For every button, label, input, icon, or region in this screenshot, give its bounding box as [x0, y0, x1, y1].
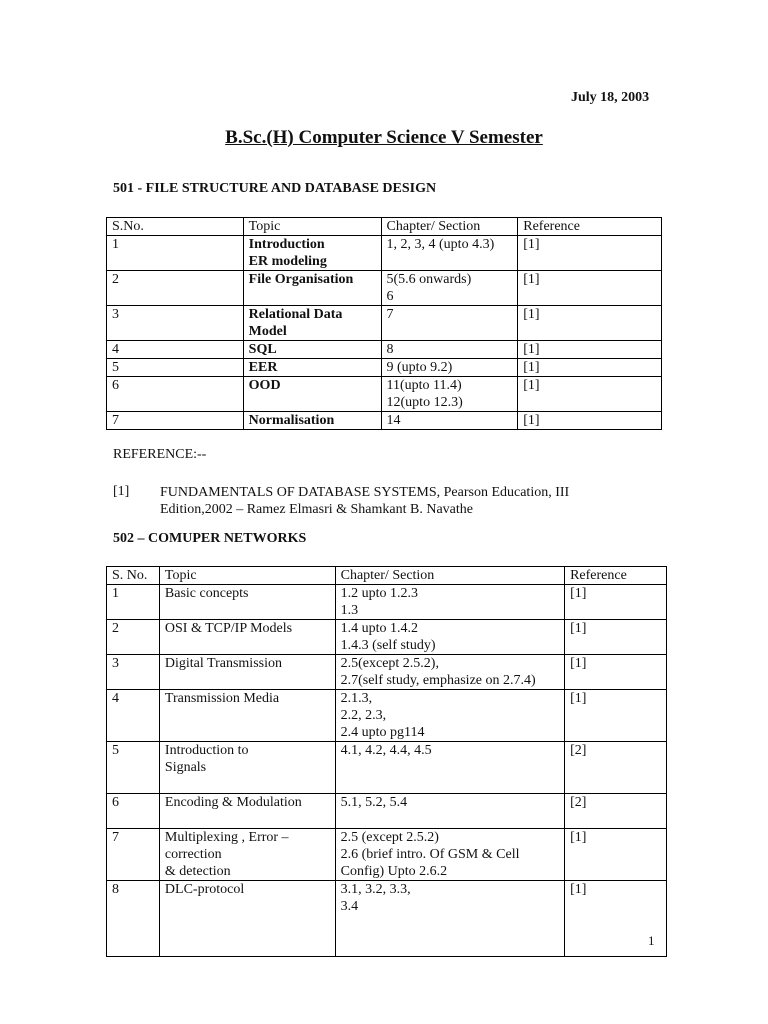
section-heading-502: 502 – COMUPER NETWORKS: [113, 531, 307, 546]
row-chapter: 1, 2, 3, 4 (upto 4.3): [381, 236, 518, 271]
row-topic: DLC-protocol: [159, 881, 335, 957]
row-sno: 1: [107, 585, 160, 620]
row-topic: OOD: [243, 377, 381, 412]
row-chapter: 7: [381, 306, 518, 341]
row-sno: 5: [107, 359, 244, 377]
row-topic: Transmission Media: [159, 690, 335, 742]
row-chapter: 5(5.6 onwards) 6: [381, 271, 518, 306]
row-sno: 7: [107, 829, 160, 881]
row-sno: 8: [107, 881, 160, 957]
table-row: [107, 341, 662, 359]
row-chapter: 11(upto 11.4) 12(upto 12.3): [381, 377, 518, 412]
row-topic: OSI & TCP/IP Models: [159, 620, 335, 655]
row-topic: EER: [243, 359, 381, 377]
row-topic: Introduction ER modeling: [243, 236, 381, 271]
course-501-table: [106, 217, 662, 430]
table-row: [107, 412, 662, 430]
reference-tag: [1]: [113, 484, 130, 499]
row-reference: [1]: [518, 306, 662, 341]
document-date: July 18, 2003: [571, 90, 650, 105]
table-row: [107, 620, 667, 655]
row-chapter: 4.1, 4.2, 4.4, 4.5: [335, 742, 564, 794]
row-chapter: 5.1, 5.2, 5.4: [335, 794, 564, 829]
table-header-row: [107, 567, 667, 585]
table-row: [107, 377, 662, 412]
header-topic: Topic: [243, 218, 381, 236]
row-chapter: 2.1.3, 2.2, 2.3, 2.4 upto pg114: [335, 690, 564, 742]
table-row: [107, 271, 662, 306]
table-row: [107, 829, 667, 881]
reference-text: FUNDAMENTALS OF DATABASE SYSTEMS, Pearson Education, III Edition,2002 – Ramez Elmasri & Shamkant B. Navathe: [160, 485, 570, 517]
course-502-table: [106, 566, 667, 957]
row-reference: [2]: [565, 794, 667, 829]
row-topic: Basic concepts: [159, 585, 335, 620]
row-sno: 1: [107, 236, 244, 271]
table-row: [107, 742, 667, 794]
row-reference: [1]: [518, 271, 662, 306]
row-chapter: 2.5(except 2.5.2), 2.7(self study, emphasize on 2.7.4): [335, 655, 564, 690]
table-row: [107, 306, 662, 341]
row-reference: [1]: [565, 585, 667, 620]
row-topic: Introduction to Signals: [159, 742, 335, 794]
row-reference: [1]: [565, 881, 667, 957]
row-reference: [1]: [518, 341, 662, 359]
header-topic: Topic: [159, 567, 335, 585]
row-sno: 3: [107, 306, 244, 341]
row-sno: 2: [107, 620, 160, 655]
section-heading-501: 501 - FILE STRUCTURE AND DATABASE DESIGN: [113, 181, 437, 196]
row-sno: 5: [107, 742, 160, 794]
table-row: [107, 655, 667, 690]
row-topic: Encoding & Modulation: [159, 794, 335, 829]
row-reference: [1]: [565, 690, 667, 742]
row-sno: 7: [107, 412, 244, 430]
row-sno: 4: [107, 341, 244, 359]
table-row: [107, 794, 667, 829]
header-sno: S. No.: [107, 567, 160, 585]
row-reference: [1]: [518, 377, 662, 412]
table-row: [107, 585, 667, 620]
row-reference: [1]: [518, 236, 662, 271]
header-chapter: Chapter/ Section: [381, 218, 518, 236]
table-row: [107, 690, 667, 742]
row-chapter: 9 (upto 9.2): [381, 359, 518, 377]
row-topic: Multiplexing , Error – correction & detection: [159, 829, 335, 881]
table-row: [107, 359, 662, 377]
row-sno: 2: [107, 271, 244, 306]
row-chapter: 2.5 (except 2.5.2) 2.6 (brief intro. Of GSM & Cell Config) Upto 2.6.2: [335, 829, 564, 881]
page-number: 1: [648, 933, 655, 948]
row-reference: [1]: [565, 829, 667, 881]
row-chapter: 1.4 upto 1.4.2 1.4.3 (self study): [335, 620, 564, 655]
header-sno: S.No.: [107, 218, 244, 236]
table-row: [107, 236, 662, 271]
row-topic: SQL: [243, 341, 381, 359]
row-sno: 6: [107, 794, 160, 829]
row-reference: [1]: [518, 412, 662, 430]
row-sno: 6: [107, 377, 244, 412]
row-sno: 3: [107, 655, 160, 690]
row-chapter: 1.2 upto 1.2.3 1.3: [335, 585, 564, 620]
header-reference: Reference: [518, 218, 662, 236]
row-topic: Digital Transmission: [159, 655, 335, 690]
row-reference: [1]: [518, 359, 662, 377]
table-row: [107, 881, 667, 957]
row-sno: 4: [107, 690, 160, 742]
row-topic: File Organisation: [243, 271, 381, 306]
row-chapter: 3.1, 3.2, 3.3, 3.4: [335, 881, 564, 957]
row-reference: [2]: [565, 742, 667, 794]
row-chapter: 14: [381, 412, 518, 430]
header-chapter: Chapter/ Section: [335, 567, 564, 585]
row-reference: [1]: [565, 655, 667, 690]
row-topic: Relational Data Model: [243, 306, 381, 341]
table-header-row: [107, 218, 662, 236]
row-chapter: 8: [381, 341, 518, 359]
document-title: B.Sc.(H) Computer Science V Semester: [225, 127, 543, 148]
row-reference: [1]: [565, 620, 667, 655]
header-reference: Reference: [565, 567, 667, 585]
row-topic: Normalisation: [243, 412, 381, 430]
reference-heading: REFERENCE:--: [113, 447, 207, 462]
